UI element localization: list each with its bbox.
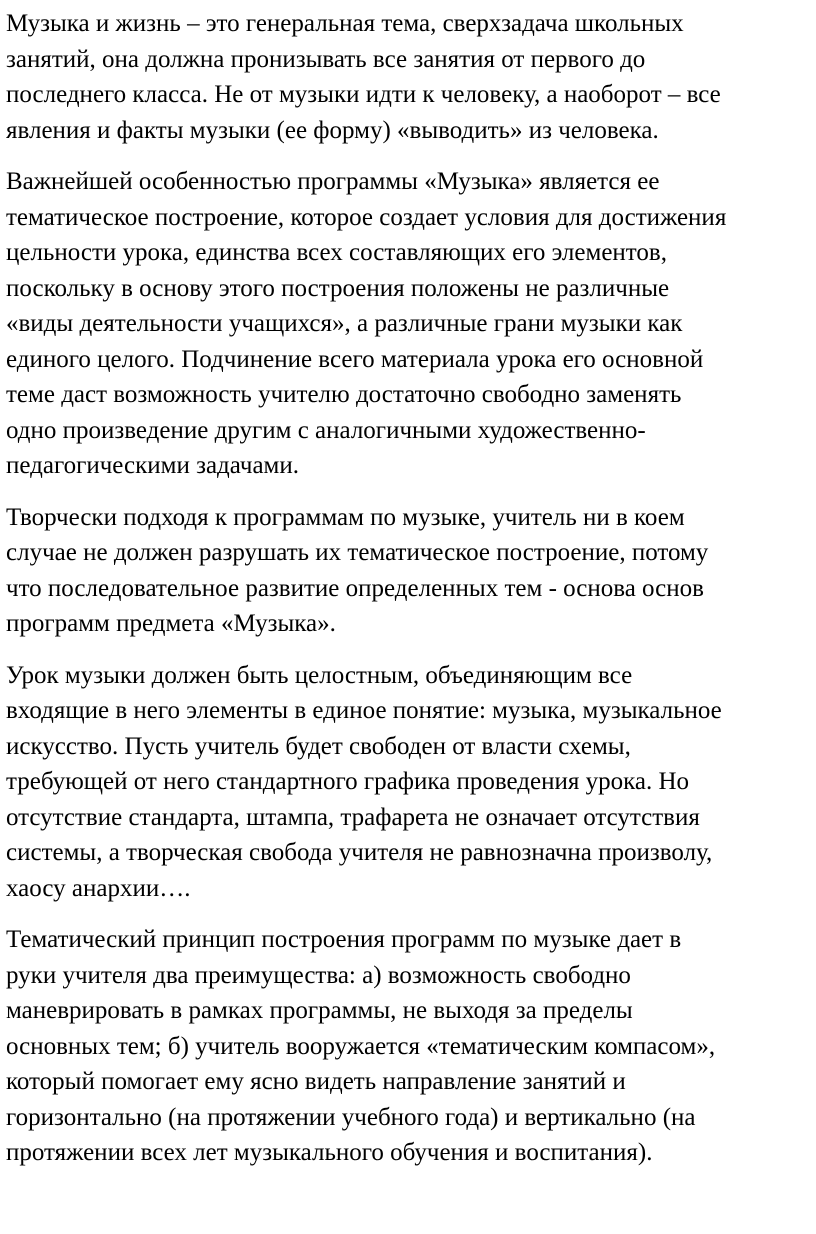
text-line: протяжении всех лет музыкального обучения и воспитания). [6,1139,653,1166]
text-line: занятий, она должна пронизывать все занятия от первого до [6,45,646,73]
text-line: поскольку в основу этого построения положены не различные [6,274,670,302]
text-line: явления и факты музыки (ее форму) «выводить» из человека. [6,116,659,144]
text-line: Творчески подходя к программам по музыке, учитель ни в коем [6,503,685,531]
text-line: Тематический принцип построения программ по музыке дает в [6,926,682,953]
text-line: руки учителя два преимущества: а) возможность свободно [6,961,631,989]
text-line: отсутствие стандарта, штампа, трафарета не означает отсутствия [6,803,700,831]
text-line: цельности урока, единства всех составляющих его элементов, [6,239,667,266]
text-line: горизонтально (на протяжении учебного года) и вертикально (на [6,1103,696,1131]
text-line: единого целого. Подчинение всего материала урока его основной [6,345,704,373]
text-line: теме даст возможность учителю достаточно свободно заменять [6,381,682,408]
paragraph-1 [6,6,810,148]
text-line: последнего класса. Не от музыки идти к человеку, а наоборот – все [6,81,721,108]
text-line: случае не должен разрушать их тематическое построение, потому [6,539,709,566]
text-line: хаосу анархии…. [6,874,191,902]
text-line: Важнейшей особенностью программы «Музыка» является ее [6,168,660,195]
text-line: основных тем; б) учитель вооружается «тематическим компасом», [6,1032,716,1060]
text-line: Музыка и жизнь – это генеральная тема, сверхзадача школьных [6,10,684,37]
text-line: входящие в него элементы в единое понятие: музыка, музыкальное [6,697,722,724]
paragraph-2 [6,164,810,484]
text-line: тематическое построение, которое создает условия для достижения [6,203,727,231]
text-line: программ предмета «Музыка». [6,610,336,637]
text-line: маневрировать в рамках программы, не выходя за пределы [6,997,633,1024]
text-line: системы, а творческая свобода учителя не равнозначна произволу, [6,839,713,866]
text-line: что последовательное развитие определенных тем - основа основ [6,574,704,602]
text-line: «виды деятельности учащихся», а различные грани музыки как [6,310,683,337]
text-line: одно произведение другим с аналогичными художественно- [6,416,646,444]
text-line: искусство. Пусть учитель будет свободен от власти схемы, [6,732,631,760]
paragraph-3 [6,500,810,642]
paragraph-5 [6,922,810,1171]
paragraph-4 [6,658,810,907]
text-line: требующей от него стандартного графика проведения урока. Но [6,768,690,795]
text-line: который помогает ему ясно видеть направление занятий и [6,1068,626,1095]
text-line: педагогическими задачами. [6,452,299,479]
text-line: Урок музыки должен быть целостным, объединяющим все [6,661,633,689]
